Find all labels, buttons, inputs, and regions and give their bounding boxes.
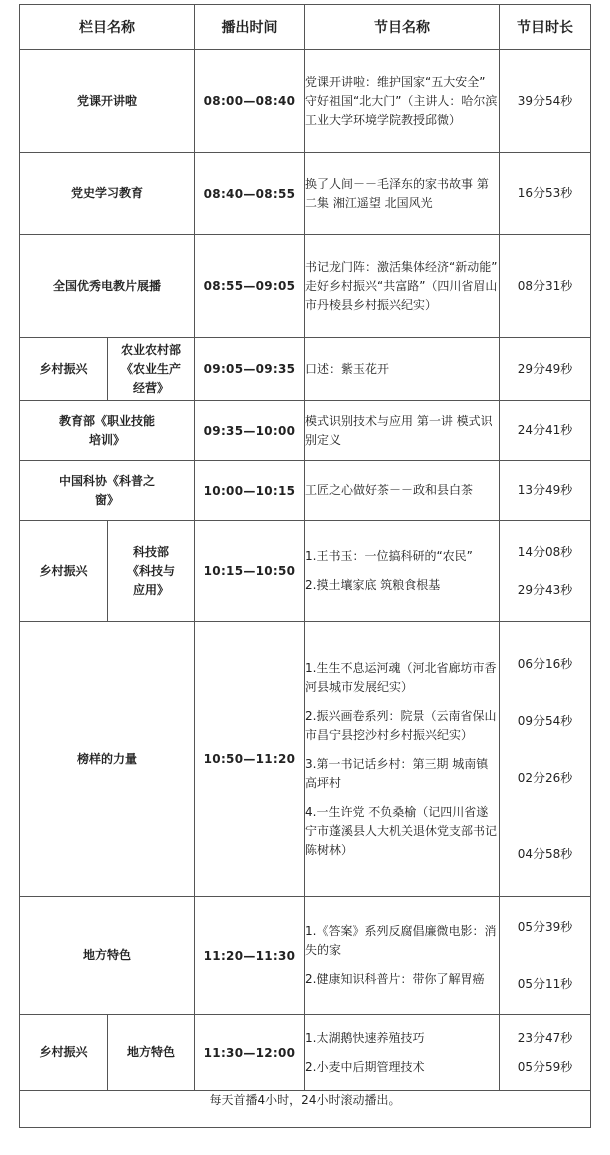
duration-item: 05分11秒 bbox=[517, 976, 573, 991]
program-item: 1.《答案》系列反腐倡廉微电影：消失的家 bbox=[305, 924, 497, 957]
table-row bbox=[20, 521, 591, 622]
airtime-cell: 08:55—09:05 bbox=[195, 235, 305, 338]
duration-item: 29分43秒 bbox=[517, 582, 573, 597]
table-row bbox=[20, 153, 591, 235]
program-cell bbox=[305, 622, 500, 897]
header-duration: 节目时长 bbox=[500, 5, 591, 50]
duration-cell: 29分49秒 bbox=[500, 338, 591, 401]
duration-cell bbox=[500, 622, 591, 897]
column-name-cell: 全国优秀电教片展播 bbox=[20, 235, 195, 338]
duration-item: 05分59秒 bbox=[517, 1059, 573, 1074]
duration-item: 14分08秒 bbox=[517, 544, 573, 559]
column-name-cell: 榜样的力量 bbox=[20, 622, 195, 897]
airtime-cell: 10:50—11:20 bbox=[195, 622, 305, 897]
program-cell: 党课开讲啦：维护国家“五大安全” 守好祖国“北大门”（主讲人：哈尔滨工业大学环境学院教授邱微） bbox=[305, 50, 500, 153]
program-cell bbox=[305, 521, 500, 622]
program-item: 3.第一书记话乡村：第三期 城南镇高坪村 bbox=[305, 756, 489, 790]
program-cell bbox=[305, 1015, 500, 1091]
airtime-cell: 10:00—10:15 bbox=[195, 461, 305, 521]
duration-cell: 24分41秒 bbox=[500, 401, 591, 461]
program-item: 2.振兴画卷系列：院景（云南省保山市昌宁县挖沙村乡村振兴纪实） bbox=[305, 708, 497, 742]
header-program-name: 节目名称 bbox=[305, 5, 500, 50]
table-row bbox=[20, 461, 591, 521]
airtime-cell: 11:20—11:30 bbox=[195, 897, 305, 1015]
column-name-cell: 党史学习教育 bbox=[20, 153, 195, 235]
column-group-cell: 乡村振兴 bbox=[20, 338, 108, 401]
duration-item: 04分58秒 bbox=[517, 846, 573, 861]
program-item: 2.摸土壤家底 筑粮食根基 bbox=[305, 578, 441, 592]
table-row bbox=[20, 897, 591, 1015]
duration-item: 23分47秒 bbox=[517, 1030, 573, 1045]
program-cell: 换了人间－－毛泽东的家书故事 第二集 湘江遥望 北国风光 bbox=[305, 153, 500, 235]
table-row bbox=[20, 401, 591, 461]
airtime-cell: 10:15—10:50 bbox=[195, 521, 305, 622]
duration-cell: 39分54秒 bbox=[500, 50, 591, 153]
footer-row bbox=[20, 1091, 591, 1128]
duration-cell: 08分31秒 bbox=[500, 235, 591, 338]
duration-cell bbox=[500, 897, 591, 1015]
column-name-cell: 地方特色 bbox=[20, 897, 195, 1015]
duration-cell: 13分49秒 bbox=[500, 461, 591, 521]
program-item: 1.太湖鹅快速养殖技巧 bbox=[305, 1030, 425, 1045]
airtime-cell: 08:40—08:55 bbox=[195, 153, 305, 235]
column-sub-cell: 农业农村部《农业生产经营》 bbox=[108, 338, 195, 401]
program-item: 2.小麦中后期管理技术 bbox=[305, 1059, 425, 1074]
duration-item: 09分54秒 bbox=[517, 713, 573, 728]
table-row bbox=[20, 50, 591, 153]
column-sub-cell: 地方特色 bbox=[108, 1015, 195, 1091]
duration-cell bbox=[500, 521, 591, 622]
duration-item: 06分16秒 bbox=[517, 656, 573, 671]
program-cell: 书记龙门阵：激活集体经济“新动能” 走好乡村振兴“共富路”（四川省眉山市丹棱县乡村振兴纪实） bbox=[305, 235, 500, 338]
table-row bbox=[20, 622, 591, 897]
program-item: 1.生生不息运河魂（河北省廊坊市香河县城市发展纪实） bbox=[305, 660, 497, 694]
duration-cell bbox=[500, 1015, 591, 1091]
column-sub-cell: 科技部《科技与应用》 bbox=[108, 521, 195, 622]
schedule-table bbox=[19, 4, 591, 1128]
header-row bbox=[20, 5, 591, 50]
header-airtime: 播出时间 bbox=[195, 5, 305, 50]
airtime-cell: 08:00—08:40 bbox=[195, 50, 305, 153]
program-cell: 口述：紫玉花开 bbox=[305, 338, 500, 401]
footer-note: 每天首播4小时，24小时滚动播出。 bbox=[20, 1091, 591, 1128]
column-name-cell: 中国科协《科普之窗》 bbox=[20, 461, 195, 521]
program-cell bbox=[305, 897, 500, 1015]
table-row bbox=[20, 1015, 591, 1091]
duration-item: 05分39秒 bbox=[517, 919, 573, 934]
duration-cell: 16分53秒 bbox=[500, 153, 591, 235]
table-row bbox=[20, 338, 591, 401]
program-item: 2.健康知识科普片：带你了解胃癌 bbox=[305, 972, 485, 986]
program-item: 4.一生许党 不负桑榆（记四川省遂宁市蓬溪县人大机关退休党支部书记陈树林） bbox=[305, 804, 498, 857]
column-name-cell: 教育部《职业技能培训》 bbox=[20, 401, 195, 461]
airtime-cell: 09:35—10:00 bbox=[195, 401, 305, 461]
airtime-cell: 11:30—12:00 bbox=[195, 1015, 305, 1091]
column-group-cell: 乡村振兴 bbox=[20, 521, 108, 622]
program-item: 1.王书玉：一位搞科研的“农民” bbox=[305, 549, 473, 563]
program-cell: 模式识别技术与应用 第一讲 模式识别定义 bbox=[305, 401, 500, 461]
airtime-cell: 09:05—09:35 bbox=[195, 338, 305, 401]
column-name-cell: 党课开讲啦 bbox=[20, 50, 195, 153]
program-cell: 工匠之心做好茶－－政和县白茶 bbox=[305, 461, 500, 521]
table-row bbox=[20, 235, 591, 338]
duration-item: 02分26秒 bbox=[517, 770, 573, 785]
header-column-name: 栏目名称 bbox=[20, 5, 195, 50]
column-group-cell: 乡村振兴 bbox=[20, 1015, 108, 1091]
